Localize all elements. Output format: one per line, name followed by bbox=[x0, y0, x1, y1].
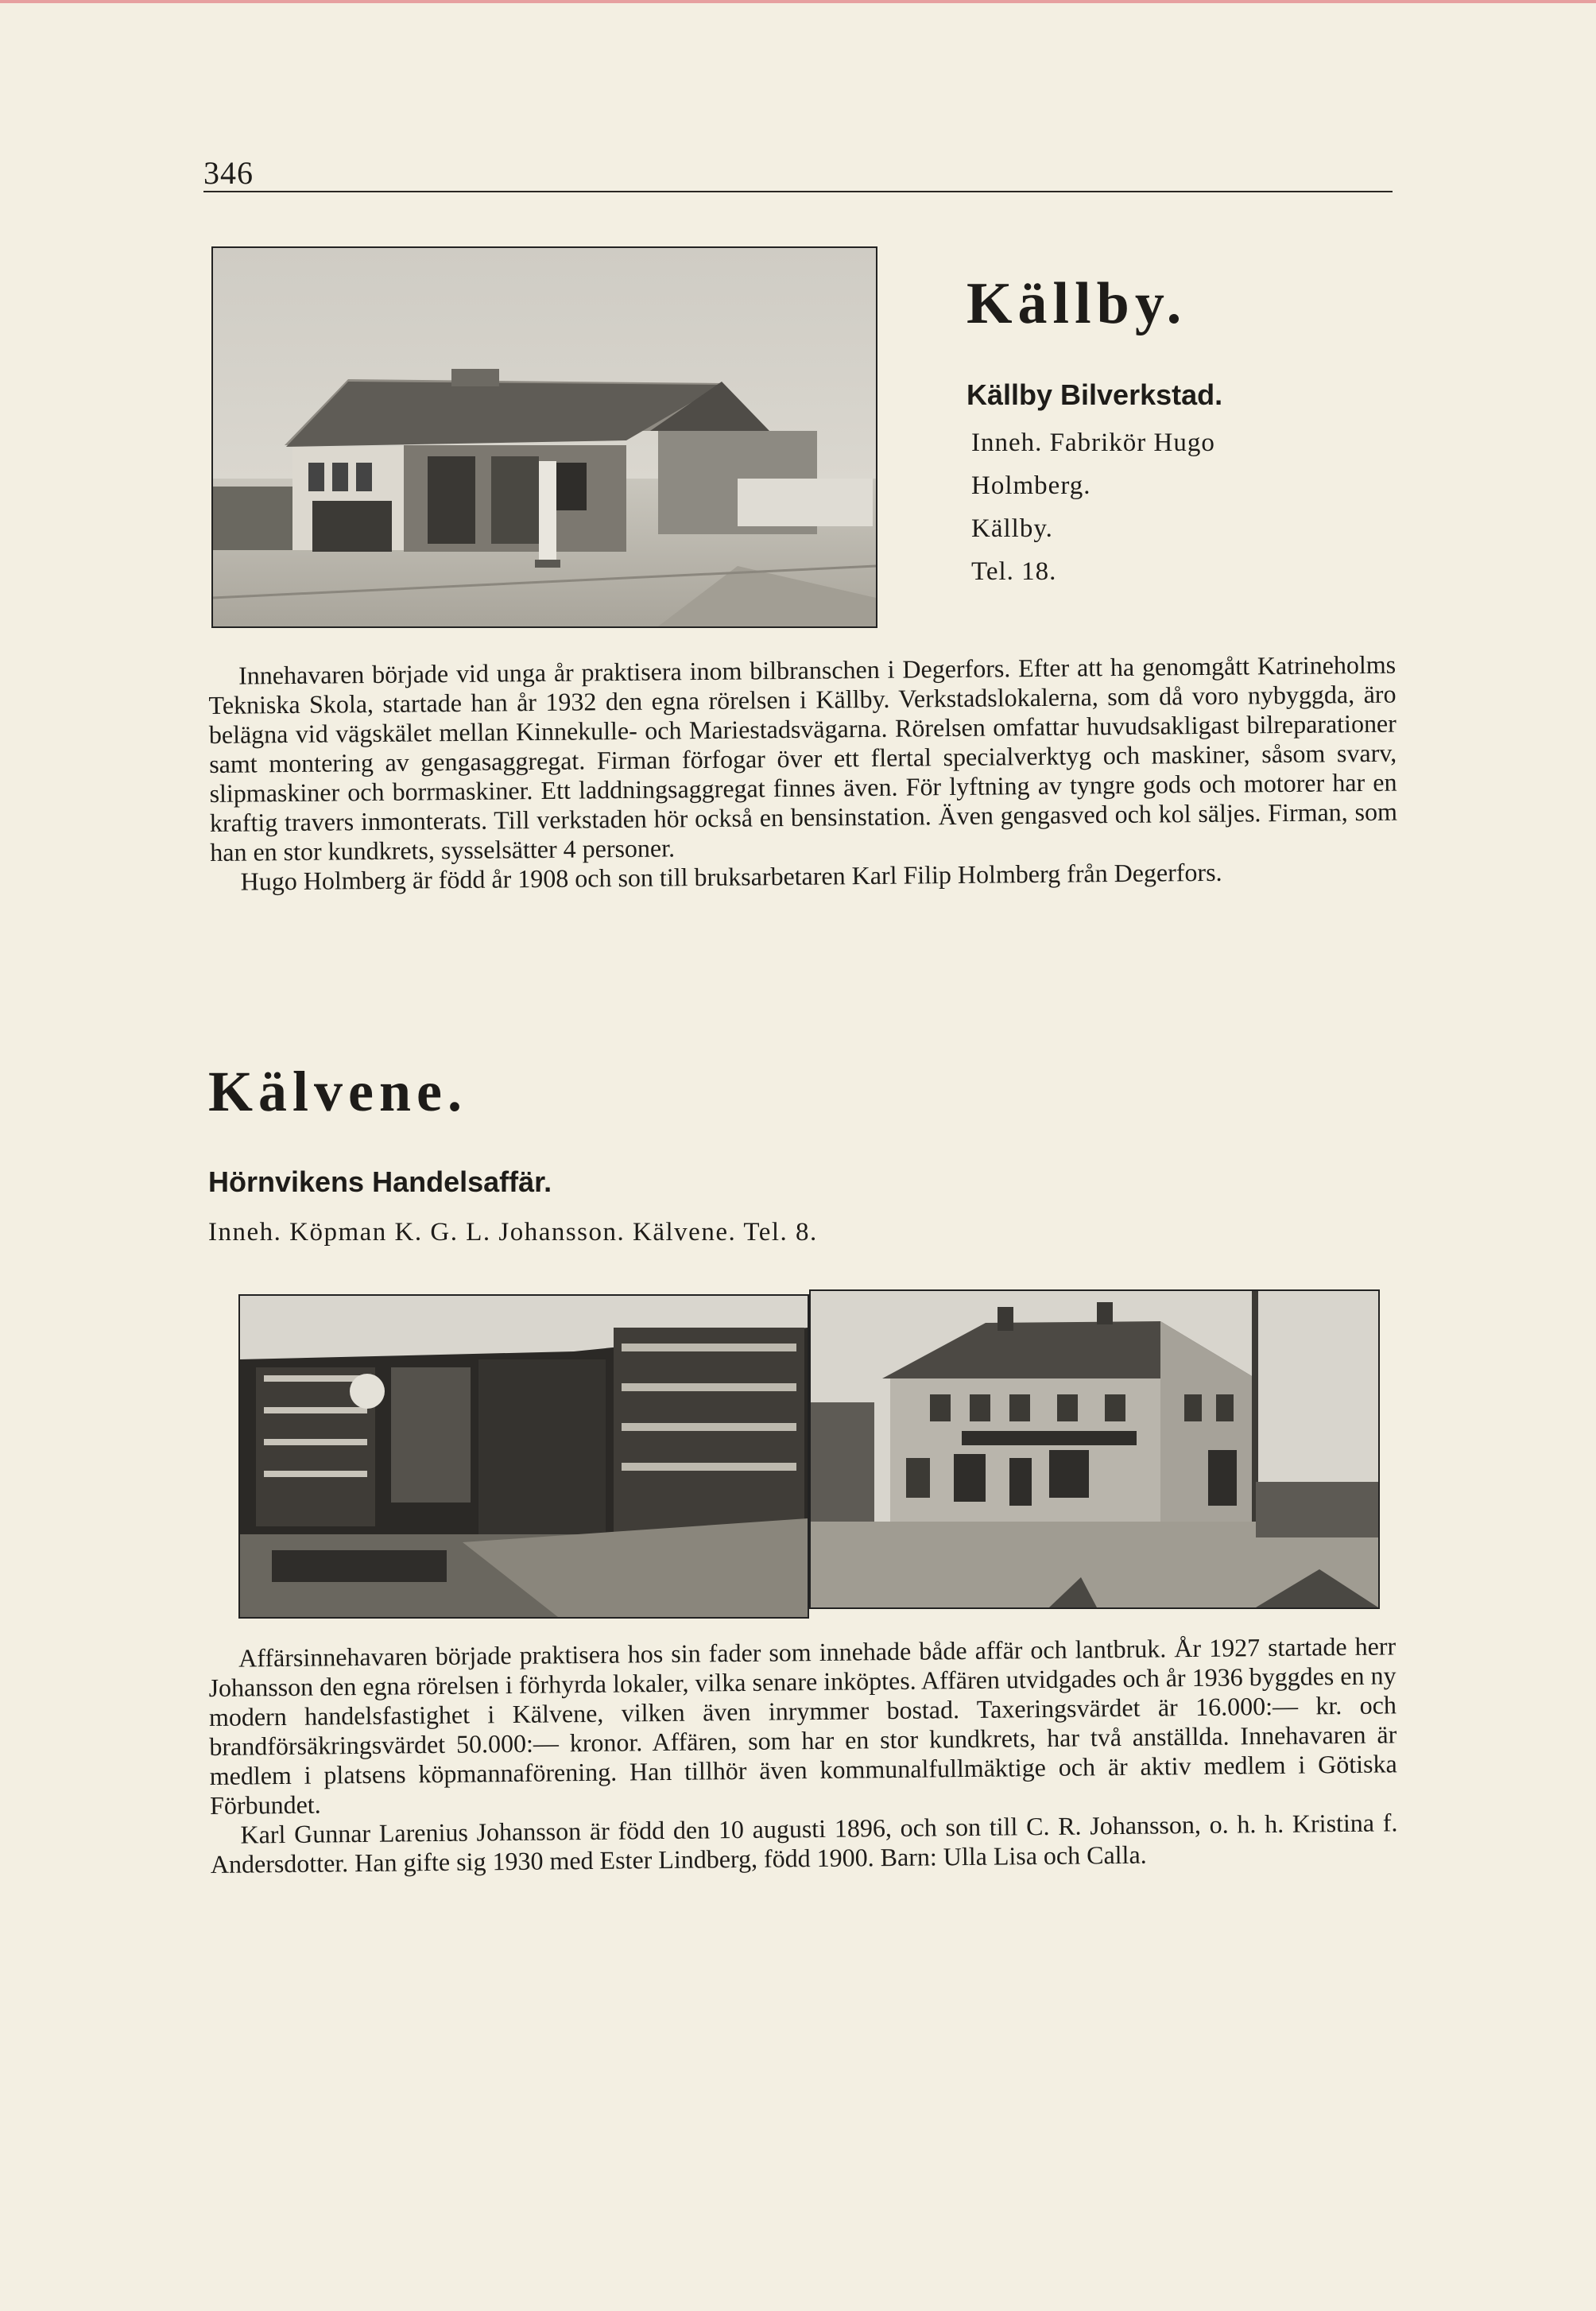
contact-line: Inneh. Fabrikör Hugo bbox=[971, 428, 1215, 457]
town-title-kalvene: Kälvene. bbox=[208, 1060, 467, 1123]
owner-line-kalvene: Inneh. Köpman K. G. L. Johansson. Kälvene. Tel. 8. bbox=[208, 1218, 818, 1247]
shop-exterior-illustration bbox=[811, 1291, 1378, 1607]
body-text-kalvene bbox=[208, 1631, 1398, 1879]
header-rule bbox=[203, 191, 1393, 192]
contact-line: Holmberg. bbox=[971, 471, 1091, 500]
page-number: 346 bbox=[203, 155, 254, 191]
garage-photo bbox=[211, 246, 877, 628]
contact-block-kallby bbox=[971, 421, 1215, 593]
shop-interior-photo bbox=[238, 1294, 809, 1619]
garage-illustration bbox=[213, 248, 876, 626]
contact-line: Källby. bbox=[971, 514, 1053, 543]
town-title-kallby: Källby. bbox=[967, 271, 1187, 336]
contact-line: Tel. 18. bbox=[971, 557, 1057, 586]
body-text-kallby bbox=[208, 650, 1398, 897]
paragraph: Hugo Holmberg är född år 1908 och son till bruksarbetaren Karl Filip Holmberg från Degerfors. bbox=[240, 857, 1222, 896]
paragraph: Innehavaren började vid unga år praktisera inom bilbranschen i Degerfors. Efter att ha genomgått Katrineholms Tekniska Skola, startade han år 1932 den egna rörelsen i Källby. Verkstadslokalerna, som då voro nybyggda, äro belägna vid vägskälet mellan Kinnekulle- och Mariestadsvägarna. Rörelsen omfattar huvudsakligast bilreparationer samt montering av gengasaggregat. Firman förfogar över ett flertal specialverktyg och maskiner, såsom svarv, slipmaskiner och borrmaskiner. Ett laddningsaggregat finnes även. För lyftning av tyngre gods och motorer har en kraftig travers inmonterats. Till verkstaden hör också en bensinstation. Även gengasved och kol säljes. Firman, som han en stor kundkrets, sysselsätter 4 personer. bbox=[208, 649, 1398, 867]
paragraph: Affärsinnehavaren började praktisera hos sin fader som innehade både affär och lantbruk. År 1927 startade herr Johansson den egna rörelsen i förhyrda lokaler, vilka senare inköptes. Affären utvidgades och år 1936 byggdes en ny modern handelsfastighet i Kälvene, vilken även inrymmer bostad. Taxeringsvärdet är 16.000:— kr. och brandförsäkringsvärdet 50.000:— kronor. Affären, som har en stor kundkrets, har två anställda. Innehavaren är medlem i platsens köpmannaförening. Han tillhör även kommunalfullmäktige och är aktiv medlem i Götiska Förbundet. bbox=[208, 1631, 1397, 1820]
paragraph: Karl Gunnar Larenius Johansson är född den 10 augusti 1896, och son till C. R. Johansson, o. h. h. Kristina f. Andersdotter. Han gifte sig 1930 med Ester Lindberg, född 1900. Barn: Ulla Lisa och Calla. bbox=[210, 1808, 1398, 1879]
page-edge bbox=[0, 0, 1596, 3]
shop-exterior-photo bbox=[809, 1289, 1380, 1609]
firm-name-kallby: Källby Bilverkstad. bbox=[967, 378, 1223, 411]
shop-interior-illustration bbox=[240, 1296, 808, 1617]
firm-name-kalvene: Hörnvikens Handelsaffär. bbox=[208, 1165, 552, 1198]
